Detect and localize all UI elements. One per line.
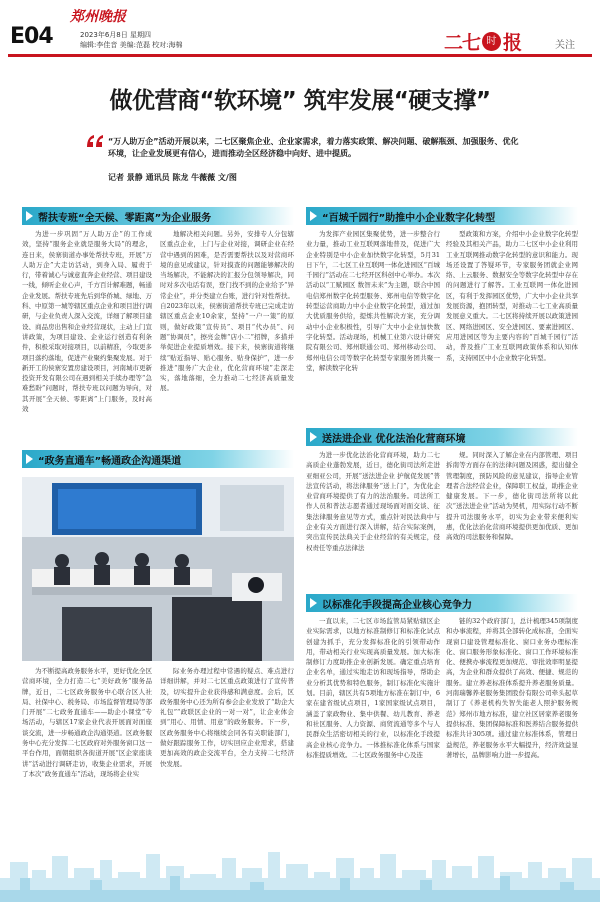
arrow-icon — [310, 211, 317, 221]
section-heading-gov-express — [22, 450, 294, 468]
section-brand — [444, 30, 521, 52]
meeting-photo — [22, 477, 294, 661]
section-heading-parks — [306, 207, 578, 225]
arrow-icon — [310, 598, 317, 608]
section-title: “百城千园行”助推中小企业数字化转型 — [322, 212, 496, 224]
column-text — [22, 666, 152, 842]
column-text — [160, 229, 294, 443]
arrow-icon — [310, 432, 317, 442]
paragraph: 规。同时深入了解企业在内部管理、项目拆南等方面存在的法律问题及困惑，提出健全管理制度，预防风险的意见建议，指导企业管理者合法经营企业，保障职工权益，助推企业健康发展。下一步，德化街司法所将以此次“送法进企业”活动为契机，用实际行动不断提升司法服务水平，切实为企业带来便利实惠，优化法治化营商环境提供更加优质、更加高效的司法服务和保障。 — [446, 451, 578, 542]
section-heading-law — [306, 428, 578, 446]
header-rule — [8, 54, 592, 57]
paragraph: 为进一步巩固“万人助万企”的工作成效，坚持“服务企业就是服务大局”的理念，连日来，侯寨街道办事处帮扶专班，开展“万人助万企”大走访活动，到身入局、履责于行，带着诚心与诚意直奔企业经营、项目建设一线，倾听企业心声，千方百计解难题，畅通企业发展。帮扶专班先后到华侨城、绿地、万科、中原第一城等辖区重点企业和项目进行调研，与企业负责人深入交流，详细了解项目建设、商品房出售和企业经营现状，主动上门宣讲政策，为项目建设、企业运行创造有利条件，积极采取对接项目，以前精准，今取更多项目落约落地，促进产业聚约集聚发展。对于新开工的侯寨安置房建设项目，河南城市更新投资开发有限公司在遇到相关手续办理等“急难愁盼”问题时，帮扶专班以问题为导向，对其开展“全天候、零距离”上门服务，及时高效 — [22, 230, 152, 414]
arrow-icon — [26, 211, 33, 221]
quote-mark-icon — [86, 134, 104, 148]
paragraph: 为发挥产业园区集聚优势，进一步整合行业力量，推动工业互联网落地普及，促进广大企业特别是中小企业加快数字化转型，5月31日下午，二七区工业互联网一体化进园区“百城千园行”活动在二七经开区科创中心举办。本次活动以“工赋园区 数智未来”为主题，联合中国电信郑州数字化转型服务、郑州电信等数字化转型运营商助力中小企业数字化转型，通过加大优质服务供给，提炼共性解决方案，充分调动中小企业积极性，引导广大中小企业加快数字化转型。活动现场，机械工业第六设计研究院有限公司、郑州联通公司、郑州移动公司、郑州电信公司等数字化转型专家服务团共聚一堂，解读数字化转 — [306, 230, 440, 372]
column-text — [306, 616, 440, 842]
section-label: 关注 — [555, 40, 575, 51]
brand-circle: 时 — [482, 32, 501, 51]
staff-credits: 编辑:李佳音 美编:范磊 校对:海棉 — [80, 41, 183, 49]
column-text — [446, 450, 578, 586]
section-heading-standards — [306, 594, 578, 612]
section-heading-helpdesk — [22, 207, 294, 225]
article-byline: 记者 景静 通讯员 陈龙 牛薇薇 文/图 — [108, 173, 237, 182]
paragraph: 地解决相关问题。另外，安排专人分包辖区重点企业，上门与企业对接，调研企业在经营中遇到的困难，是否需要帮扶以及对营商环境的意见或建议，针对摸查的问题能够解决的当场解决，不能解决的汇报分包领导解决，同时对多次电话有误，登门找不到的企业给予“异常企业”，并分类建立台账，进行针对性帮扶。自2023年以来，侯寨街道帮扶专班已完成走访辖区重点企业10余家，坚持“一户一策”的原则，做好政策“宣传员”、项目“代办员”、问题“协调员”，擦亮金牌“店小二”招牌，多措并举促进企业提质增效。接下来，侯寨街道将继续“贴近指导、贴心服务、贴身保护”，进一步推进“服务广大企业，优化营商环境”走深走实，落地落细，全力推动二七经济高质量发展。 — [160, 230, 294, 393]
paragraph: 型政策和方案，介绍中小企业数字化转型经验及其相关产品，助力二七区中小企业利用工业互联网推动数字化转型的意识和能力。现场还设置了答疑环节，专家服务团就企业网络、上云服务、数据安全等数字化转型中存在的问题进行了解答。工业互联网一体化进园区，有利于发挥园区优势，广大中小企业共享发展资源，抱团转型，对推动二七工业高质量发展意义重大。二七区将持续开展以政策进园区、网络进园区、安全进园区、要素进园区、应用进园区等为主要内容的“百城千园行”活动，普及推广工业互联网政策体系和认知体系，支持园区中小企业数字化转型。 — [446, 230, 578, 362]
paragraph: 为不断提高政务服务水平，更好优化全区营商环境，全力打造二七“美好政务”服务品牌，近日，二七区政务服务中心联合区人社局、社保中心、税务局、市场监督管理局等部门开展“二七政务直通车——助企小课堂”专场活动，与辖区17家企业代表开展面对面座谈交流，进一步畅通政企沟通渠道。区政务服务中心充分发挥二七区政府对外服务窗口这一平台作用，面朝组织各街道开展“区企家座谈讲”活动进行调研走访，收集企业需求，开展了本次“政务直通车”活动，现场将企业实 — [22, 667, 152, 778]
arrow-icon — [26, 454, 33, 464]
article-intro: “万人助万企”活动开展以来，二七区聚焦企业、企业家需求，着力落实政策、解决问题、破解瓶颈、加强服务、优化环境，让企业发展更有信心，进而推动全区经济稳中向好、进中提质。 — [108, 137, 519, 158]
section-title: 送法进企业 优化法治化营商环境 — [322, 433, 466, 445]
issue-date: 2023年6月8日 星期四 — [80, 31, 151, 39]
edition-number: E04 — [10, 24, 53, 49]
section-title: “政务直通车”畅通政企沟通渠道 — [38, 455, 182, 467]
column-text — [446, 616, 578, 842]
brand-right: 报 — [503, 31, 522, 54]
city-skyline-decoration — [0, 848, 600, 902]
newspaper-logo: 郑州晚报 — [70, 9, 126, 25]
column-text — [446, 229, 578, 425]
paragraph: 为进一步优化法治化营商环境，助力二七高质企业蓬勃发展，近日，德化街司法所走进亚细亚公司，开展“送法进企业 护航促发展”普法宣传活动，将法律服务“送上门”，为优化企业营商环境提供了有力的法治服务。司法所工作人员和普法志愿者通过现场面对面交谈、征集法律服务意见等方式，重点针对民法典中与企业有关方面进行深入讲解，结合实际案例，突出宣传民法典关于企业经营的有关规定，侵权责任等重点法律法 — [306, 451, 440, 552]
page-header — [0, 0, 600, 54]
paragraph: 际业务办理过程中常遇的疑点、难点进行详细讲解，并对二七区重点政策进行了宣传普及，切实提升企业获得感和满意度。会后，区政务服务中心还为所有参会企业发放了“助企大礼包”“政联区企业的一对一对”，让企业体会到“用心、用情、用意”的政务服务。下一步，区政务服务中心将继续会同各有关职能部门，做好跟踪服务工作，切实回应企业需求，搭建更加高效的政企交流平台，全力支持二七经济快发展。 — [160, 667, 294, 768]
column-text — [306, 450, 440, 586]
section-title: 以标准化手段提高企业核心竞争力 — [322, 599, 472, 611]
column-text — [306, 229, 440, 425]
section-title: 帮扶专班“全天候、零距离”为企业服务 — [38, 212, 212, 224]
brand-left: 二七 — [444, 31, 481, 54]
column-text — [22, 229, 152, 443]
column-text — [160, 666, 294, 842]
paragraph: 一直以来，二七区市场监管局紧贴辖区企业实际需求，以地方标准制修订和标准化试点创建为抓手，充分发挥标准化的引领带动作用，带动相关行业实现高质量发展。加大标准制修订力度助推企业创新发展。确定重点培育企业名单，通过实地走访和现场指导，帮助企业分析其优势和特色服务，制订标准化实施计划。目前，辖区共有5项地方标准在制订中，6家在建省级试点项目，1家国家级试点项目，涵盖了家政物业、集中供餐、幼儿教育、养老和社区服务、人力资源、商贸流通等多个与人民群众生活密切相关的行业，以标准化手段提高企业核心竞争力。一体推标准化体系与国家标准提质增效。二七区政务服务中心及连 — [306, 617, 440, 759]
paragraph: 链的32个政府部门，总计梳理345项制度和办事流程，并将其全部转化成标准，全面实现窗口建设管理标准化、窗口业务办理标准化、窗口服务形象标准化、窗口工作环境标准化、便携办事流程更加规范、审批效率明显提高，为企业和群众提供了高效、便捷、规范的服务。建立养老标准体系提升养老服务质量。河南瑞馨养老服务集团股份有限公司牵头起草制订了《养老机构失智失能老人照护服务规范》郑州市地方标准，建立社区居家养老服务提供标准、集团保障标准和医养结合服务提供标准共计305项。通过建立标准体系，管理日益规范，养老服务水平大幅提升，经济效益显著增长，品牌影响力进一步提高。 — [446, 617, 578, 759]
page-headline: 做优营商“软环境” 筑牢发展“硬支撑” — [109, 88, 491, 114]
meeting-photo-illustration — [22, 477, 294, 661]
